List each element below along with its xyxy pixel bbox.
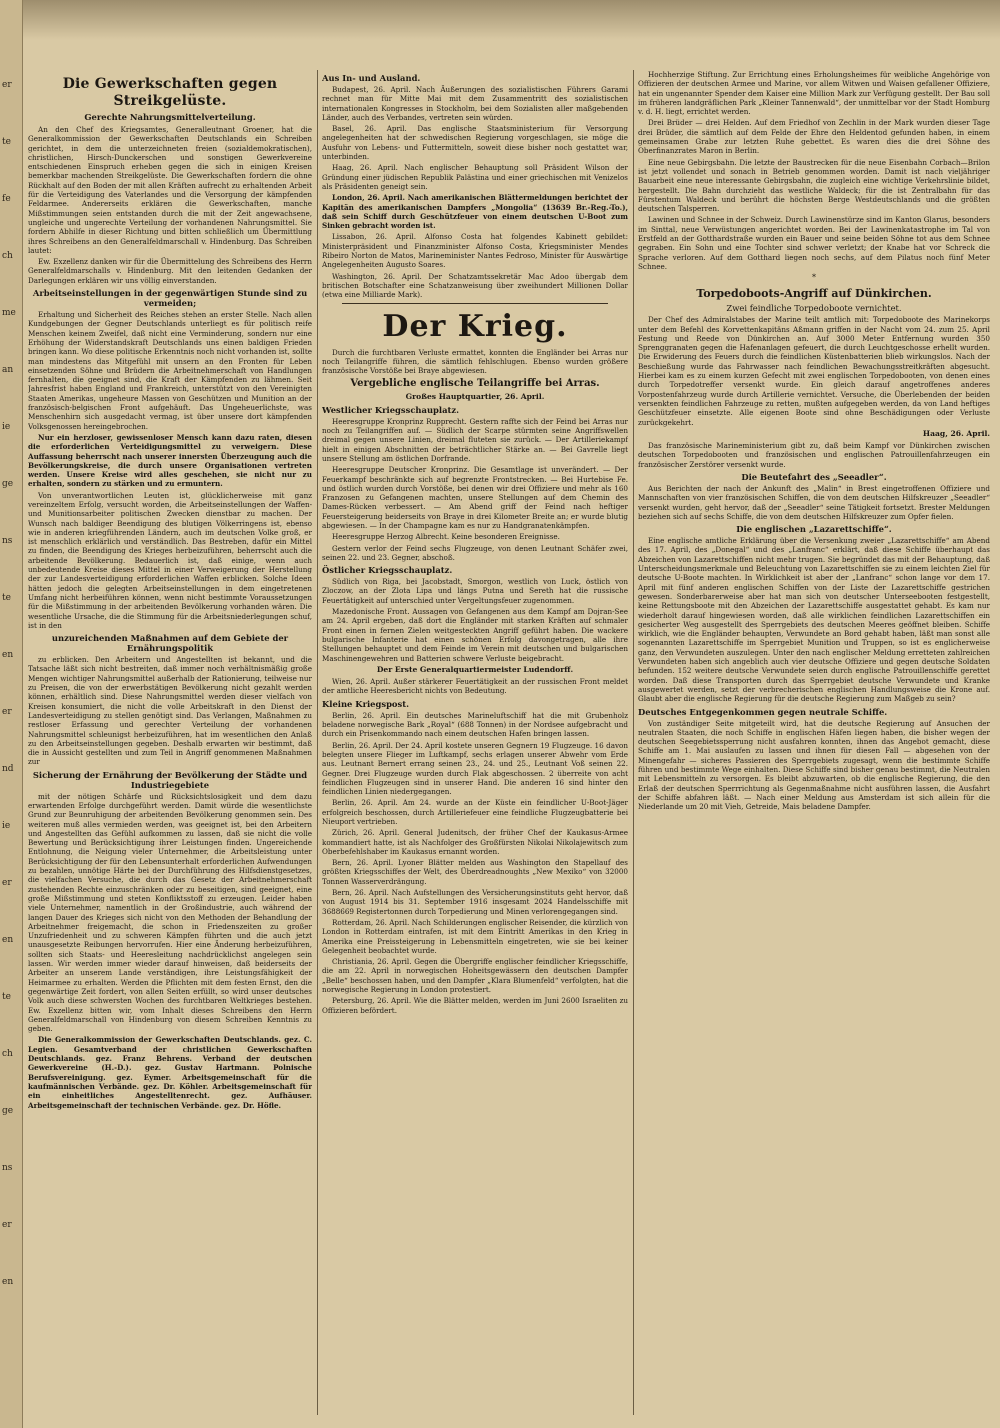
heading-lazarettschiffe: Die englischen „Lazarettschiffe“. [736, 524, 892, 535]
margin-fragment: ge [2, 1106, 14, 1116]
page-top-shadow [0, 0, 1000, 40]
news-item: Lawinen und Schnee in der Schweiz. Durch Lawinenstürze sind im Kanton Glarus, besonders im Sinttal, neue Verwüstungen angerichtet worden. Bei der Lawinenkatastrophe im Tal von Erstfeld an der Gotthardstraße wurden ein Bauer und seine beiden Söhne tot aus dem Schnee gegraben. Ein Sohn und eine Tochter sind schwer verletzt; der Knabe hat vor Schreck die Sprache verloren. Auf dem Gotthard liegen noch sechs, auf dem Pilatus noch fünf Meter Schnee. [638, 215, 990, 271]
news-item: Bern, 26. April. Nach Aufstellungen des Versicherungsinstituts geht hervor, daß von August 1914 bis 31. September 1916 insgesamt 2024 Handelsschiffe mit 3688669 Registertonnen durch Torpedierung und Minen verlorengegangen sind. [322, 888, 628, 916]
article-paragraph: Heeresgruppe Herzog Albrecht. Keine besonderen Ereignisse. [332, 532, 560, 542]
margin-fragment: te [2, 593, 11, 603]
article-paragraph: Von zuständiger Seite mitgeteilt wird, hat die deutsche Regierung auf Ansuchen der neutralen Staaten, die noch Schiffe in englischen Häfen liegen haben, die bisher wegen der deutschen Seegebietssperrung nicht ausfahren konnten, ihnen das Angebot gemacht, diese Schiffe am 1. Mai auslaufen zu lassen und ihnen für diesen Fall — abgesehen von der Minengefahr — sicheres Passieren des Sperrgebiets zugesagt, wenn die bestimmte Schiffe führen und bestimmte Wege einhalten. Diese Schiffe sind bisher genau bestimmt, die Neutralen mit Lebensmitteln zu versorgen. Es bleibt abzuwarten, ob die englische Regierung, die den Erlaß der deutschen Sperrrichtung als Gegenmaßnahme nicht ausführen lassen, die Ausfahrt der Schiffe abfahren läßt. — Nach einer Meldung aus Amsterdam ist sich allein für die Niederlande um 20 mit Vieh, Getreide, Mais beladene Dampfer. [638, 718, 990, 812]
article-paragraph: Heeresgruppe Kronprinz Rupprecht. Gestern raffte sich der Feind bei Arras nur noch zu Teilangriffen auf. — Südlich der Scarpe stürmten seine Angriffswellen dreimal gegen unsere Linien, dreimal fluteten sie zurück. — Der Artilleriekampf hielt in einigen Abschnitten der beträchtlicher Stärke an. — Bei Gavrelle liegt unsere Stellung am östlichen Dorfrande. [322, 416, 628, 463]
news-item: Hochherzige Stiftung. Zur Errichtung eines Erholungsheimes für weibliche Angehörige von Offizieren der deutschen Armee und Marine, vor allem Witwen und Waisen gefallener Offiziere, hat ein ungenannter Spender dem Kaiser eine Million Mark zur Verfügung gestellt. Der Bau soll im früheren landgräflichen Park „Kleiner Tannenwald“, der unmittelbar vor der Stadt Homburg v. d. H. liegt, errichtet werden. [638, 70, 990, 117]
section-heading: Arbeitseinstellungen in der gegenwärtigen Stunde sind zu vermeiden; [32, 288, 308, 309]
news-item: Berlin, 26. April. Der 24. April kostete unseren Gegnern 19 Flugzeuge. 16 davon belegten unsere Flieger im Luftkampf, sechs erlagen unserer Abwehr vom Erde aus. Leutnant Bernert errang seinen 23., 24. und 25., Leutnant Voß seinen 22. Gegner. Drei Flugzeuge wurden durch Flak abgeschossen. 2 überreite von acht feindlichen Flugzeugen sind in unserer Hand. Die anderen 16 sind hinter den feindlichen Linien niedergegangen. [322, 740, 628, 797]
left-margin-fragments [0, 0, 23, 1428]
article-paragraph: Nur ein herzloser, gewissenloser Mensch kann dazu raten, diesen die erforderlichen Verteidigungsmittel zu verweigern. Diese Auffassung beherrscht nach unserer innersten Überzeugung auch die Bevölkerungskreise, die durch unsere Organisationen vertreten werden. Unsere Kreise wird alles geschehen, sie nicht nur zu erhalten, sondern zu stärken und zu ermuntern. [28, 432, 312, 489]
dateline: Großes Hauptquartier, 26. April. [405, 392, 545, 402]
heading-entgegenkommen: Deutsches Entgegenkommen gegen neutrale Schiffe. [638, 706, 888, 717]
article-paragraph: mit der nötigen Schärfe und Rücksichtslosigkeit und dem dazu erwartenden Erfolge durchgeführt werden. Damit würde die wesentlichste Grund zur Beunruhigung der arbeitenden Bevölkerung genommen sein. Des weiteren muß alles vermieden werden, was geeignet ist, bei den Arbeitern und Angestellten das Gefühl aufkommen zu lassen, daß sie nicht die volle Bewertung und Berücksichtigung ihrer Leistungen finden. Ungereichende Entlohnung, die Neigung vieler Unternehmer, die Arbeitsleistung unter Berücksichtigung der für den Lebensunterhalt erforderlichen Aufwendungen zu bezahlen, unnötige Härte bei der Durchführung des Hilfsdienstgesetzes, die vielfachen Versuche, die durch das Gesetz der Arbeitnehmerschaft zustehenden Rechte einzuschränken oder zu beseitigen, sind geeignet, eine große Mißstimmung und steten Konfliktsstoff zu erzeugen. Leider haben viele Unternehmer, namentlich in der Großindustrie, auch während der langen Dauer des Krieges sich nicht von den Methoden der Behandlung der Arbeitnehmer freigemacht, die schon in Friedenszeiten zu großer Unzufriedenheit und zu schweren Kämpfen führten und die auch jetzt unausgesetzte Reibungen hervorrufen. Hier eine Änderung herbeizuführen, sollten sich Staats- und Heeresleitung nachdrücklichst angelegen sein lassen. Wir werden immer wieder darauf hinweisen, daß beiderseits der Arbeiter an unserem Lande verständigen, ihre Leistungsfähigkeit der Heimarmee zu erhalten. Werden die Pflichten mit dem festen Ernst, den die gegenwärtige Zeit fordert, von allen Seiten erfüllt, so wird unser deutsches Volk auch diese schwersten Wochen des furchtbaren Weltkrieges bestehen. Ew. Exzellenz bitten wir, vom Inhalt dieses Schreibens den Herrn Generalfeldmarschall von Hindenburg von diesem Schreiben Kenntnis zu geben. [28, 791, 312, 1034]
news-item: Zürich, 26. April. General Judenitsch, der früher Chef der Kaukasus-Armee kommandiert hatte, ist als Nachfolger des Großfürsten Nikolai Nikolajewitsch zum Oberbefehlshaber im Kaukasus ernannt worden. [322, 828, 628, 856]
article-paragraph: Südlich von Riga, bei Jacobstadt, Smorgon, westlich von Luck, östlich von Zloczow, an der Zlota Lipa und längs Putna und Sereth hat die russische Feuertätigkeit auf unterschied unter Vergeltungsfeuer zugenommen. [322, 577, 628, 605]
headline-gewerkschaften: Die Gewerkschaften gegen Streikgelüste. [62, 76, 278, 109]
heading-kleine-kriegspost: Kleine Kriegspost. [322, 698, 410, 709]
news-item: Berlin, 26. April. Am 24. wurde an der Küste ein feindlicher U-Boot-Jäger erfolgreich beschossen, durch Artilleriefeuer eine feindliche Flugzeugbatterie bei Nieuport vertrieben. [322, 798, 628, 826]
dateline: Haag, 26. April. [922, 428, 990, 438]
headline-duenkirchen: Torpedoboots-Angriff auf Dünkirchen. [696, 287, 932, 301]
margin-fragment: ie [2, 422, 11, 432]
article-paragraph: Das französische Marineministerium gibt zu, daß beim Kampf vor Dünkirchen zwischen deutschen Torpedobooten und französischen und englischen Patrouillenfahrzeugen ein französischer Zerstörer versenkt wurde. [638, 441, 990, 469]
news-item: Christiania, 26. April. Gegen die Übergriffe englischer feindlicher Kriegsschiffe, die am 22. April in norwegischen Hoheitsgewässern den deutschen Dampfer „Belle“ beschossen haben, und den Dampfer „Klara Blumenfeld“ verfolgten, hat die norwegische Regierung in London protestiert. [322, 957, 628, 995]
news-item: Lissabon, 26. April. Alfonso Costa hat folgendes Kabinett gebildet: Ministerpräsident und Finanzminister Alfonso Costa, Kriegsminister Mendes Ribeiro Norton de Matos, Marineminister Nantes Fedroso, Minister für Auswärtige Angelegenheiten Augusto Soares. [322, 232, 628, 270]
article-paragraph: Gestern verlor der Feind sechs Flugzeuge, von denen Leutnant Schäfer zwei, seinen 22. und 23. Gegner, abschoß. [322, 543, 628, 562]
margin-fragment: ge [2, 479, 14, 489]
margin-fragment: ns [2, 536, 13, 546]
article-paragraph: Durch die furchtbaren Verluste ermattet, konnten die Engländer bei Arras nur noch Teilangriffe führen, die sämtlich fehlschlugen. Ebenso wurden größere französische Vorstöße bei Braye abgewiesen. [322, 347, 628, 376]
section-heading: Sicherung der Ernährung der Bevölkerung der Städte und Industriegebiete [32, 769, 308, 790]
article-signatures: Die Generalkommission der Gewerkschaften Deutschlands. gez. C. Legien. Gesamtverband der christlichen Gewerkschaften Deutschlands. gez. Franz Behrens. Verband der deutschen Gewerkvereine (H.-D.). gez. Gustav Hartmann. Polnische Berufsvereinigung. gez. Eymer. Arbeitsgemeinschaft für die kaufmännischen Verbände. gez. Dr. Köhler. Arbeitsgemeinschaft für ein einheitliches Angestelltenrecht. gez. Aufhäuser. Arbeitsgemeinschaft der technischen Verbände. gez. Dr. Höfle. [28, 1035, 312, 1110]
heading-seeadler: Die Beutefahrt des „Seeadler“. [741, 471, 887, 482]
news-item: Haag, 26. April. Nach englischer Behauptung soll Präsident Wilson der Gründung einer jüdischen Republik Palästina und einer griechischen mit Venizelos als Präsidenten geneigt sein. [322, 163, 628, 191]
article-paragraph: Erhaltung und Sicherheit des Reiches stehen an erster Stelle. Nach allen Kundgebungen der Gegner Deutschlands unterliegt es für politisch reife Menschen keinem Zweifel, daß nicht eine Verminderung, sondern nur eine Erhöhung der Widerstandskraft Deutschlands uns einen baldigen Frieden bringen kann. Wo diese politische Erkenntnis noch nicht vorhanden ist, sollte man mindestens das Mitgefühl mit unsern an den Fronten für Leben einsetzenden Söhne und Brüdern die Arbeitnehmerschaft von Handlungen fernhalten, die geeignet sind, die Kraft der Kämpfenden zu lähmen. Seit Jahresfrist haben England und Frankreich, unterstützt von den Vereinigten Staaten Amerikas, ungeheure Massen von Geschützen und Munition an der französisch-belgischen Front aufgehäuft. Das Ungeheuerlichste, was Menschenhirn sich ausgedacht vermag, ist über unsere dort kämpfenden Volksgenossen hereingebrochen. [28, 310, 312, 431]
margin-fragment: en [2, 1277, 14, 1287]
news-item: Basel, 26. April. Das englische Staatsministerium für Versorgung angelegenheiten hat der schwedischen Regierung vorgeschlagen, sie möge die Ausfuhr von Lebens- und Futtermitteln, soweit diese bisher noch gestattet war, unterbinden. [322, 124, 628, 162]
news-item: Budapest, 26. April. Nach Äußerungen des sozialistischen Führers Garami rechnet man für Mitte Mai mit dem Zusammentritt des sozialistischen internationalen Kongresses in Stockholm, bei dem Sozialisten aller maßgebenden Länder, auch des Verbandes, vertreten sein würden. [322, 85, 628, 122]
margin-fragment: te [2, 137, 11, 147]
margin-fragment: en [2, 650, 14, 660]
article-paragraph: Aus Berichten der nach der Ankunft des „Malin“ in Brest eingetroffenen Offiziere und Mannschaften von vier französischen Schiffen, die von dem deutschen Hilfskreuzer „Seeadler“ versenkt wurden, geht hervor, daß der „Seeadler“ seine Tätigkeit fortsetzt. Brester Meldungen beziehen sich auf sechs Schiffe, die von dem deutschen Hilfskreuzer zum Opfer fielen. [638, 483, 990, 521]
news-item: Washington, 26. April. Der Schatzamtssekretär Mac Adoo übergab dem britischen Botschafter eine Schatzanweisung über zweihundert Millionen Dollar (etwa eine Milliarde Mark). [322, 271, 628, 300]
signature-ludendorff: Der Erste Generalquartiermeister Ludendorff. [376, 664, 574, 674]
article-paragraph: zu erblicken. Den Arbeitern und Angestellten ist bekannt, und die Tatsache läßt sich nicht bestreiten, daß immer noch verhältnismäßig große Mengen wichtiger Nahrungsmittel außerhalb der Rationierung, teilweise nur zu Preisen, die von der erwerbstätigen Bevölkerung nicht gezahlt werden können, erhältlich sind. Diese Nahrungsmittel werden dieser vielfach von Kreisen konsumiert, die nicht die volle Arbeitskraft in den Dienst der Landesverteidigung zu stellen genötigt sind. Das Verlangen, Maßnahmen zu restloser Erfassung und gerechter Verteilung der vorhandenen Nahrungsmittel schleunigst herbeizuführen, hat im wesentlichen den Anlaß zu den Arbeitseinstellungen gegeben. Deshalb erwarten wir bestimmt, daß die in Aussicht gestellten und zum Teil in Angriff genommenen Maßnahmen zur [28, 655, 312, 767]
article-paragraph: Von unverantwortlichen Leuten ist, glücklicherweise mit ganz vereinzeltem Erfolg, versucht worden, die Arbeitseinstellungen der Waffen- und Munitionsarbeiter politischen Zwecken dienstbar zu machen. Der Wunsch nach baldiger Beendigung des blutigen Völkerringens ist, ebenso wie in anderen kriegführenden Ländern, auch im deutschen Volke groß, er ist menschlich erklärlich und verständlich. Das Bestreben, dafür ein Mittel zu finden, die Beendigung des Krieges herbeizuführen, beherrscht auch die arbeitende Bevölkerung. Bedauerlich ist, daß einige, wenn auch unbedeutende Kreise dieses Mittel in einer Verweigerung der Herstellung der zur Landesverteidigung erforderlichen Waffen erblicken. Solche Ideen hätten jedoch die gelegten Arbeitseinstellungen in dem eingetretenen Umfang nicht herbeiführen können, wenn nicht bestimmte Voraussetzungen für die Mißstimmung in der arbeitenden Bevölkerung vorhanden wären. Die wesentliche Ursache, die die Stimmung für die Arbeitsniederlegungen schuf, ist in den [28, 490, 312, 630]
article-paragraph: Der Chef des Admiralstabes der Marine teilt amtlich mit: Torpedoboote des Marinekorps unter dem Befehl des Korvettenkapitäns Aßmann griffen in der Nacht vom 24. zum 25. April Festung und Reede von Dünkirchen an. Auf 3000 Meter Entfernung wurden 350 Sprenggranaten gegen die Hafenanlagen gefeuert, die durch Leuchtgeschosse erhellt wurden. Die Erwiderung des Feuers durch die feindlichen Küstenbatterien blieb wirkungslos. Nach der Beschießung wurde das Fahrwasser nach feindlichen Bewachungsstreitkräften abgesucht. Hierbei kam es zu einem kurzen Gefecht mit zwei englischen Torpedobooten, von denen eines durch Torpedotreffer versenkt wurde. Ein gleich darauf angetroffenes anderes Vorpostenfahrzeug wurde durch Artillerie vernichtet. Versuche, die Überlebenden der beiden versenkten feindlichen Fahrzeuge zu retten, mußten aufgegeben werden, da von Land heftiges Geschützfeuer einsetzte. Alle eigenen Boote sind ohne Beschädigungen oder Verluste zurückgekehrt. [638, 315, 990, 427]
article-paragraph: Wien, 26. April. Außer stärkerer Feuertätigkeit an der russischen Front meldet der amtliche Heeresbericht nichts von Bedeutung. [322, 677, 628, 696]
margin-fragment: me [2, 308, 16, 318]
margin-fragment: ch [2, 1049, 13, 1059]
subheadline-torpedoboote: Zwei feindliche Torpedoboote vernichtet. [726, 303, 902, 314]
margin-fragment: te [2, 992, 11, 1002]
news-item: Petersburg, 26. April. Wie die Blätter melden, werden im Juni 2600 Israeliten zu Offizieren befördert. [322, 996, 628, 1015]
margin-fragment: ch [2, 251, 13, 261]
headline-der-krieg: Der Krieg. [382, 308, 568, 344]
section-heading: unzureichenden Maßnahmen auf dem Gebiete der Ernährungspolitik [51, 633, 289, 654]
article-paragraph: Eine englische amtliche Erklärung über die Versenkung zweier „Lazarettschiffe“ am Abend des 17. April, des „Donegal“ und des „Lanfranc“ erklärt, daß diese Schiffe überhaupt das Abzeichen von Lazarettschiffen nicht mehr trugen. Sie begründet das mit der Behauptung, daß Unterscheidungsmerkmale und Beleuchtung von Lazarettschiffen sie zu einem leichten Ziel für deutsche U-Boote machten. In Wirklichkeit ist aber der „Lanfranc“ schon lange vor dem 17. April mit fünf anderen englischen Schiffen von der Liste der Lazarettschiffe gestrichen gewesen. Sonderbarerweise aber hat man sich von deutscher Unterseebooten festgestellt, keine Rettungsboote mit den Abzeichen der Lazarettschiffe ausgestattet gehabt. Es kam nur wiederholt darauf hingewiesen worden, daß alle wirklichen feindlichen Lazarettschiffen ein gesicherter Weg ausgestellt des Sperrgebiets des deutschen Meeres geöffnet bleiben. Schiffe wirklich, wie die Engländer behaupten, Verwundete an Bord gehabt haben, läßt man sonst alle sogenannten Lazarettschiffe im Sperrgebiet Munition und Truppen, so ist es englicherweise ganz, den Verwundeten auszulegen. Unter den nach englischer Meldung erretteten zahlreichen Verwundeten haben sich angeblich auch vier deutsche Offiziere und gegen deutsche Soldaten befunden. 152 weitere deutsche Verwundete seien durch englische Patrouillenschiffe gerettet worden. Daß diese Transporten durch das Sperrgebiet deutsche Verwundete und Kranke ausgewertet werden, setzt der verbrecherischen englischen Handlungsweise die Krone auf. Glaubt aber die englische Regierung für die deutsche Regierung zum Maßgeb zu sein? [638, 536, 990, 704]
section-heading-ost: Östlicher Kriegsschauplatz. [322, 565, 453, 576]
article-paragraph: Heeresgruppe Deutscher Kronprinz. Die Gesamtlage ist unverändert. — Der Feuerkampf beschränkte sich auf begrenzte Frontstrecken. — Bei Hurtebise Fe. und östlich wurden durch Vorstöße, bei denen wir drei Offiziere und mehr als 160 Franzosen zu Gefangenen machten, unsere Stellungen auf dem Chemin des Dames-Rücken verbessert. — Am Abend griff der Feind nach heftiger Feuersteigerung beiderseits von Braye in drei Kilometer Breite an; er wurde blutig abgewiesen. — In der Champagne kam es nur zu Handgranatenkämpfen. [322, 465, 628, 530]
margin-fragment: er [2, 1220, 12, 1230]
separator-star: * [812, 273, 816, 283]
margin-fragment: fe [2, 194, 11, 204]
column-rule-2 [633, 70, 634, 1415]
margin-fragment: er [2, 878, 12, 888]
column-3 [638, 70, 990, 1420]
margin-fragment: an [2, 365, 14, 375]
divider [342, 303, 608, 304]
article-intro: An den Chef des Kriegsamtes, Generalleutnant Groener, hat die Generalkommission der Gewerkschaften Deutschlands ein Schreiben gerichtet, in dem die unterzeichneten freien (sozialdemokratischen), christlichen, Hirsch-Dunckerschen und sonstigen Gewerkvereine entschiedenen Einspruch erheben gegen die sich in einigen Kreisen bemerkbar machenden Streikgelüste. Die Gewerkschaften fordern die ohne Rückhalt auf den Boden der mit allen Kräften aufrecht zu erhaltenden Arbeit für die Verteidigung des Vaterlandes und die Versorgung der kämpfenden Feldarmee. Andererseits erklären die Gewerkschaften, manche Mißstimmungen seien entstanden durch die mit der Zeit angewachsene, ungleiche und ungerechte Verteilung der vorhandenen Nahrungsmittel. Sie fordern Abhilfe in dieser Richtung und bitten schließlich um Übermittlung ihres Schreibens an den Generalfeldmarschall v. Hindenburg. Das Schreiben lautet: [28, 125, 312, 255]
section-heading-west: Westlicher Kriegsschauplatz. [322, 404, 460, 415]
margin-fragment: ns [2, 1163, 13, 1173]
column-1 [28, 70, 312, 1420]
margin-fragment: ie [2, 821, 11, 831]
article-paragraph: Ew. Exzellenz danken wir für die Übermittelung des Schreibens des Herrn Generalfeldmarschalls v. Hindenburg. Mit den leitenden Gedanken der Darlegungen erklären wir uns völlig einverstanden. [28, 257, 312, 285]
column-rule-1 [317, 70, 318, 1415]
headline-arras: Vergebliche englische Teilangriffe bei Arras. [350, 378, 600, 390]
news-item: Rotterdam, 26. April. Nach Schilderungen englischer Reisender, die kürzlich von London in Rotterdam eintrafen, ist mit dem Eintritt Amerikas in den Krieg in Amerika eine Preissteigerung in Lebensmitteln eingetreten, wie sie bei keiner Gelegenheit beobachtet wurde. [322, 917, 628, 955]
news-item: Bern, 26. April. Lyoner Blätter melden aus Washington den Stapellauf des größten Kriegsschiffes der Welt, des Überdreadnoughts „New Mexiko“ von 32000 Tonnen Wasserverdrängung. [322, 858, 628, 886]
heading-aus-in-und-ausland: Aus In- und Ausland. [322, 73, 421, 83]
margin-fragment: en [2, 935, 14, 945]
news-item: Drei Brüder — drei Helden. Auf dem Friedhof von Zechlin in der Mark wurden dieser Tage drei Brüder, die sämtlich auf dem Felde der Ehre den Heldentod gefunden haben, in einem gemeinsamen Grabe zur letzten Ruhe gebettet. Es waren dies die drei Söhne des Oberfinanzrates Maron in Berlin. [638, 118, 990, 156]
margin-fragment: er [2, 707, 12, 717]
article-paragraph: Mazedonische Front. Aussagen von Gefangenen aus dem Kampf am Dojran-See am 24. April ergeben, daß dort die Engländer mit starken Kräften auf schmaler Front einen in fernen Zielen weitgesteckten Angriff geführt haben. Die wackere bulgarische Infanterie hat einen schönen Erfolg davongetragen, alle ihre Stellungen behauptet und dem Feinde im Verein mit deutschen und bulgarischen Maschinengewehren und Batterien schwere Verluste beigebracht. [322, 607, 628, 663]
news-item: Eine neue Gebirgsbahn. Die letzte der Baustrecken für die neue Eisenbahn Corbach—Brilon ist jetzt vollendet und sonach in Betrieb genommen worden. Damit ist nach vieljähriger Bauarbeit eine neue interessante Gebirgsbahn, die zugleich eine wichtige Verkehrslinie bildet, hergestellt. Die Bahn durchzieht das westliche Waldeck; für die ist Zentralbahn für das Fürstentum Waldeck und berührt die höchsten Berge Westdeutschlands und die größten deutschen Talsperren. [638, 157, 990, 214]
margin-fragment: nd [2, 764, 14, 774]
column-2 [322, 70, 628, 1420]
margin-fragment: er [2, 80, 12, 90]
news-item: Berlin, 26. April. Ein deutsches Marineluftschiff hat die mit Grubenholz beladene norwegische Bark „Royal“ (688 Tonnen) in der Nordsee aufgebracht und durch ein Prisenkommando nach einem deutschen Hafen bringen lassen. [322, 710, 628, 739]
news-item: London, 26. April. Nach amerikanischen Blättermeldungen berichtet der Kapitän des amerikanischen Dampfers „Mongolia“ (13639 Br.-Reg.-To.), daß sein Schiff durch Geschützfeuer von einem deutschen U-Boot zum Sinken gebracht worden ist. [322, 193, 628, 231]
subheadline-nahrungsmittel: Gerechte Nahrungsmittelverteilung. [84, 112, 256, 122]
